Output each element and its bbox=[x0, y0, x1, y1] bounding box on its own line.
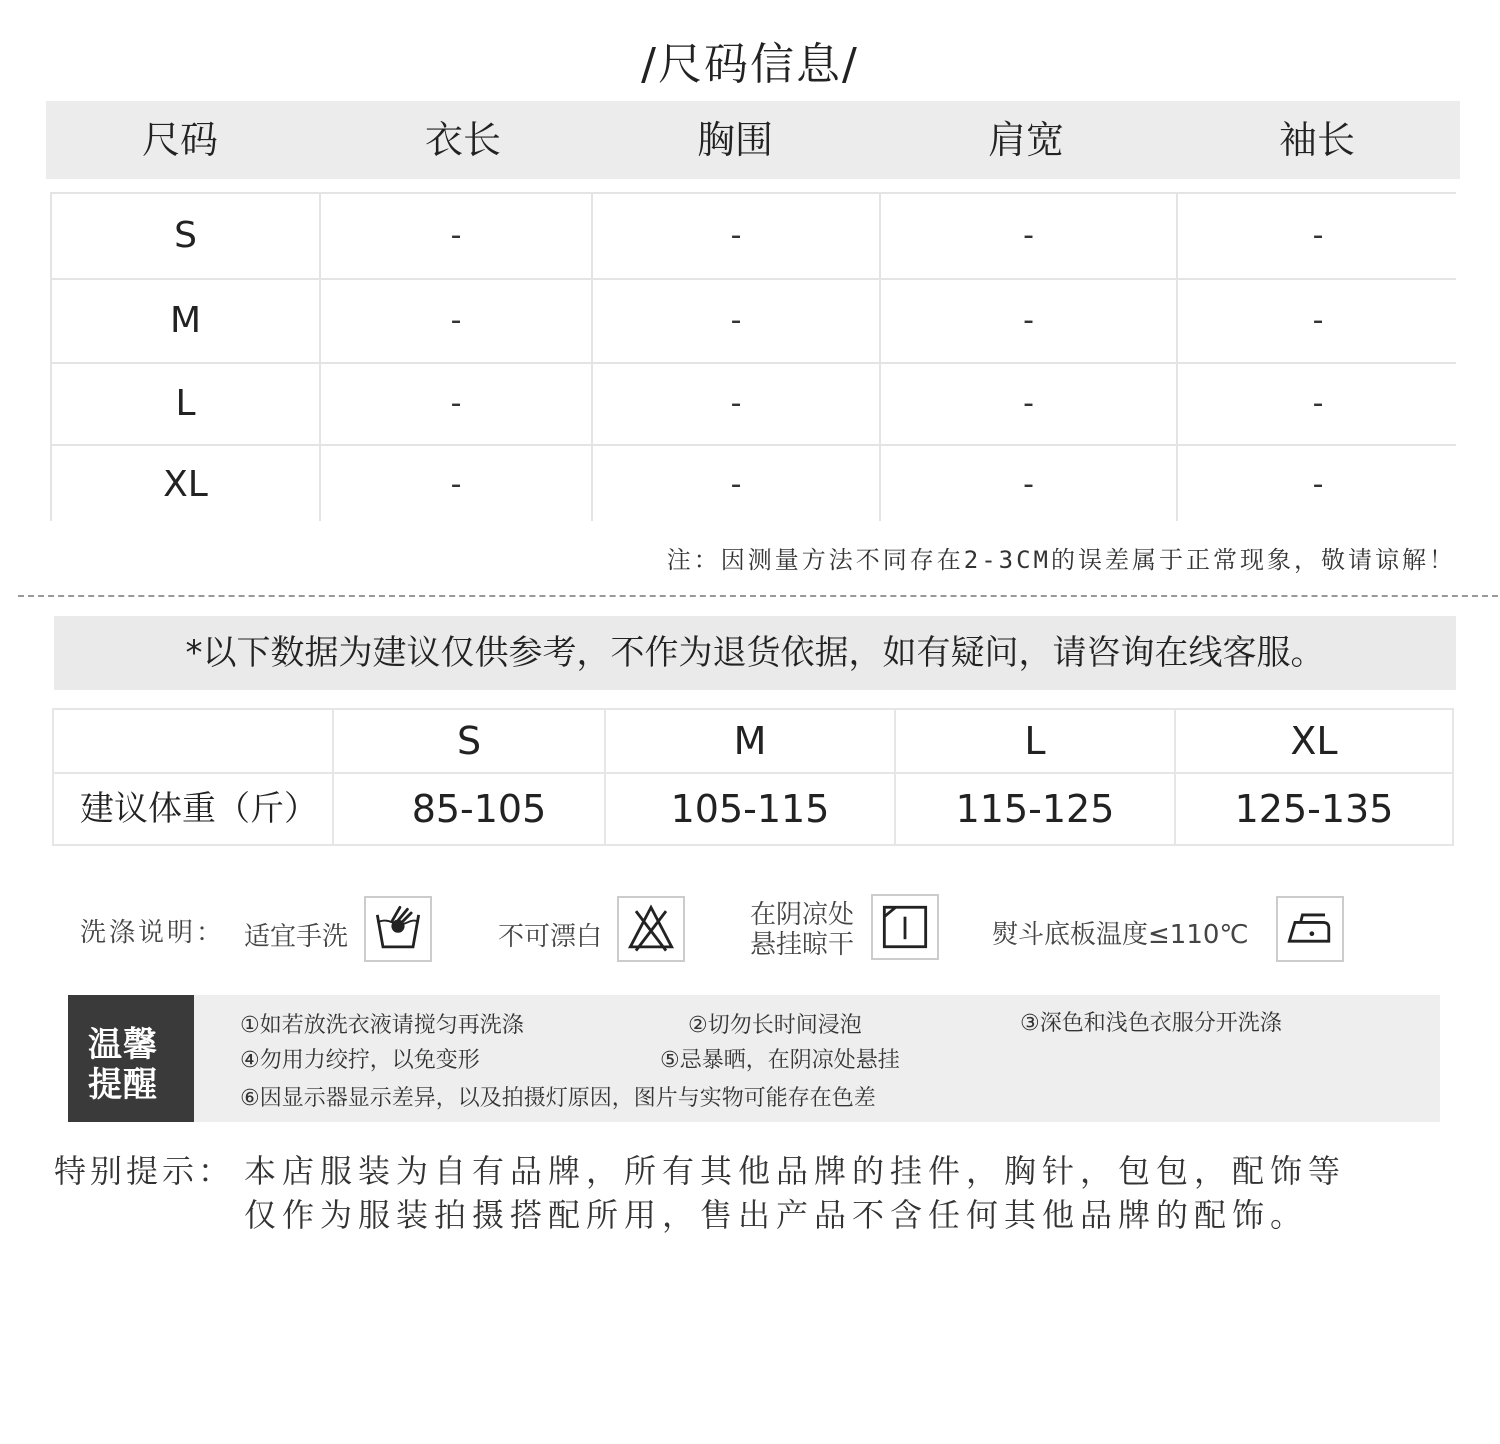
chest-cell: - bbox=[593, 364, 879, 444]
weight-header-xl: XL bbox=[1176, 710, 1452, 772]
section-divider bbox=[18, 595, 1498, 597]
weight-value-m: 105-115 bbox=[606, 774, 894, 844]
no-bleach-icon bbox=[617, 896, 685, 962]
header-length: 衣长 bbox=[424, 118, 501, 162]
no-bleach-text: 不可漂白 bbox=[498, 922, 603, 952]
measurement-note: 注：因测量方法不同存在2-3CM的误差属于正常现象，敬请谅解！ bbox=[666, 546, 1456, 574]
tip-item: ④勿用力绞拧，以免变形 bbox=[240, 1048, 480, 1073]
header-chest: 胸围 bbox=[696, 118, 773, 162]
tip-item: ①如若放洗衣液请搅匀再洗涤 bbox=[240, 1013, 524, 1038]
special-notice-label: 特别提示： bbox=[54, 1152, 235, 1190]
weight-header-l: L bbox=[896, 710, 1174, 772]
length-cell: - bbox=[321, 280, 591, 362]
shoulder-cell: - bbox=[881, 364, 1176, 444]
size-cell: S bbox=[52, 194, 319, 278]
chest-cell: - bbox=[593, 280, 879, 362]
hand-wash-text: 适宜手洗 bbox=[244, 922, 349, 952]
tip-item: ⑤忌暴晒，在阴凉处悬挂 bbox=[660, 1048, 900, 1073]
size-table bbox=[50, 192, 1456, 521]
sleeve-cell: - bbox=[1178, 280, 1458, 362]
length-cell: - bbox=[321, 364, 591, 444]
line-dry-shade-icon bbox=[871, 894, 939, 960]
tips-title-line1: 温馨 bbox=[88, 1025, 158, 1065]
shoulder-cell: - bbox=[881, 194, 1176, 278]
wash-label: 洗涤说明： bbox=[80, 918, 226, 948]
sleeve-cell: - bbox=[1178, 364, 1458, 444]
size-cell: L bbox=[52, 364, 319, 444]
weight-value-xl: 125-135 bbox=[1176, 774, 1452, 844]
weight-header-s: S bbox=[334, 710, 604, 772]
chest-cell: - bbox=[593, 446, 879, 523]
chest-cell: - bbox=[593, 194, 879, 278]
iron-icon bbox=[1276, 896, 1344, 962]
weight-header-m: M bbox=[606, 710, 894, 772]
tips-title-line2: 提醒 bbox=[88, 1065, 158, 1105]
weight-header-blank bbox=[54, 710, 332, 772]
line-dry-text bbox=[750, 900, 854, 960]
weight-value-s: 85-105 bbox=[334, 774, 604, 844]
size-cell: XL bbox=[52, 446, 319, 523]
line-dry-text-line2: 悬挂晾干 bbox=[750, 930, 855, 960]
tip-item: ②切勿长时间浸泡 bbox=[688, 1013, 862, 1038]
weight-table bbox=[52, 708, 1454, 846]
iron-text: 熨斗底板温度≤110℃ bbox=[992, 920, 1249, 950]
shoulder-cell: - bbox=[881, 280, 1176, 362]
special-notice-line1: 本店服装为自有品牌，所有其他品牌的挂件，胸针，包包，配饰等 bbox=[244, 1152, 1347, 1190]
sleeve-cell: - bbox=[1178, 194, 1458, 278]
header-size: 尺码 bbox=[141, 118, 218, 162]
special-notice-line2: 仅作为服装拍摄搭配所用，售出产品不含任何其他品牌的配饰。 bbox=[244, 1196, 1309, 1234]
reference-banner: *以下数据为建议仅供参考，不作为退货依据，如有疑问，请咨询在线客服。 bbox=[54, 616, 1456, 690]
sleeve-cell: - bbox=[1178, 446, 1458, 523]
hand-wash-icon bbox=[364, 896, 432, 962]
weight-value-l: 115-125 bbox=[896, 774, 1174, 844]
header-sleeve: 袖长 bbox=[1278, 118, 1355, 162]
line-dry-text-line1: 在阴凉处 bbox=[750, 900, 855, 930]
size-cell: M bbox=[52, 280, 319, 362]
tip-item: ③深色和浅色衣服分开洗涤 bbox=[1020, 1011, 1282, 1036]
tip-item: ⑥因显示器显示差异，以及拍摄灯原因，图片与实物可能存在色差 bbox=[240, 1086, 876, 1111]
header-shoulder: 肩宽 bbox=[987, 118, 1064, 162]
length-cell: - bbox=[321, 194, 591, 278]
page-title: /尺码信息/ bbox=[641, 39, 859, 90]
tips-title-block bbox=[68, 995, 194, 1122]
weight-row-label: 建议体重（斤） bbox=[54, 774, 332, 844]
shoulder-cell: - bbox=[881, 446, 1176, 523]
length-cell: - bbox=[321, 446, 591, 523]
